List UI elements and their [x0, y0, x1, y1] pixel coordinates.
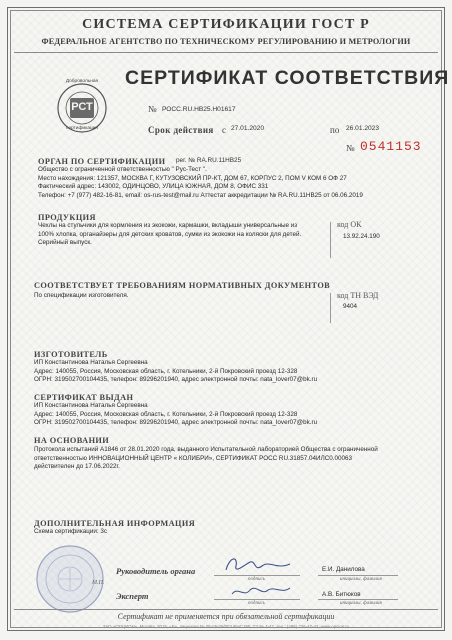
organ-line: Место нахождения: 121357, МОСКВА Г, КУТУЗОВСКИЙ ПР-КТ, ДОМ 67, КОРПУС 2, ПОМ V КОМ 6 ОФ 27	[38, 174, 347, 182]
logo-mark: РСТ	[71, 101, 93, 113]
tnved-code-box	[330, 293, 411, 323]
organ-reg: рег. № RA.RU.11НВ25	[176, 157, 242, 164]
expert-signature	[226, 578, 296, 602]
stamp-caption: М.П.	[92, 580, 105, 586]
product-block	[38, 222, 338, 248]
expert-label: Эксперт	[116, 591, 149, 601]
basis-heading: НА ОСНОВАНИИ	[34, 436, 110, 445]
requirements-heading: СООТВЕТСТВУЕТ ТРЕБОВАНИЯМ НОРМАТИВНЫХ ДОКУМЕНТОВ	[34, 281, 331, 290]
footer-notice: Сертификат не применяется при обязательной сертификации	[117, 612, 335, 621]
certificate-title: СЕРТИФИКАТ СООТВЕТСТВИЯ	[125, 67, 450, 89]
expert-name-caption: инициалы, фамилия	[340, 601, 382, 606]
validity-label: Срок действия	[148, 125, 214, 135]
organ-block	[38, 166, 438, 200]
validity-to-label: по	[330, 125, 340, 135]
scheme-text: Схема сертификации: 3с	[34, 528, 108, 535]
head-signature	[216, 552, 296, 580]
tnved-code-value: 9404	[343, 303, 358, 310]
cert-no-label: №	[148, 104, 157, 114]
system-heading: СИСТЕМА СЕРТИФИКАЦИИ ГОСТ Р	[82, 17, 370, 32]
product-line: Серийный выпуск.	[38, 239, 92, 246]
head-sig-caption: подпись	[248, 577, 265, 582]
issued-to-line: Адрес: 140055, Россия, Московская область, г. Котельники, 2-й Покровский проезд 12-328	[34, 410, 298, 418]
manufacturer-line: Адрес: 140055, Россия, Московская область, г. Котельники, 2-й Покровский проезд 12-328	[34, 367, 298, 375]
manufacturer-block	[34, 359, 434, 385]
agency-heading: ФЕДЕРАЛЬНОЕ АГЕНТСТВО ПО ТЕХНИЧЕСКОМУ РЕГУЛИРОВАНИЮ И МЕТРОЛОГИИ	[41, 37, 411, 46]
manufacturer-heading: ИЗГОТОВИТЕЛЬ	[34, 350, 108, 359]
organ-line: Общество с ограниченной ответственностью " Рус-Тест ".	[38, 166, 207, 173]
manufacturer-line: ИП Константинова Наталья Сергеевна	[34, 359, 148, 366]
expert-sig-caption: подпись	[248, 601, 265, 606]
head-signature-icon	[216, 552, 296, 580]
product-heading: ПРОДУКЦИЯ	[38, 213, 96, 222]
basis-line: ответственностью ИННОВАЦИОННЫЙ ЦЕНТР « КОЛИБРИ», СЕРТИФИКАТ РОСС RU.31857.04ИЛС0.00063	[34, 454, 353, 462]
basis-block	[34, 446, 444, 472]
additional-heading: ДОПОЛНИТЕЛЬНАЯ ИНФОРМАЦИЯ	[34, 519, 196, 528]
issued-to-line: ОГРН: 319502700104435, телефон: 89296201940, адрес электронной почты: nata_lover07@bk.ru	[34, 419, 318, 426]
validity-from-date: 27.01.2020	[231, 125, 265, 132]
seal-stamp-icon	[35, 544, 105, 614]
expert-name-line	[318, 599, 398, 600]
footer-print-info: ЗАО «ОПЦИОН», Москва, 2015, «Б», лицензия № 05-05-09/003 ФНС РФ, ТЗ № 4-47, тел.: (495) 726-47-42, www.opcion.ru	[102, 624, 350, 629]
product-line: 100% хлопка, органайзеры для детских кроватов, сумки из экокожи на коляски для детей.	[38, 230, 302, 238]
organ-line: Фактический адрес: 143002, ОДИНЦОВО, УЛИЦА ЮЖНАЯ, ДОМ 8, ОФИС 331	[38, 183, 269, 190]
cert-no-value: РОСС.RU.НВ25.Н01617	[162, 106, 236, 113]
issued-to-block	[34, 402, 434, 428]
seal-stamp	[35, 544, 105, 614]
logo-bottom-text: сертификация	[65, 126, 99, 131]
expert-signature-icon	[226, 578, 296, 602]
form-number: 0541153	[360, 139, 422, 154]
validity-to-date: 26.01.2023	[346, 125, 380, 132]
organ-line: Телефон: +7 (977) 482-16-81, email: os-rus-test@mail.ru Аттестат аккредитации № RA.RU.11НВ25 от 06.06.2019	[38, 191, 363, 199]
basis-line: действителен до 17.06.2022г.	[34, 463, 120, 470]
head-name: Е.И. Данилова	[322, 566, 365, 573]
validity-from-label: с	[222, 125, 226, 135]
head-label: Руководитель органа	[116, 566, 196, 576]
ok-code-box	[330, 222, 411, 258]
manufacturer-line: ОГРН: 319502700104435, телефон: 89296201940, адрес электронной почты: nata_lover07@bk.ru	[34, 376, 318, 383]
head-name-line	[318, 575, 398, 576]
logo-top-text: Добровольная	[65, 79, 99, 84]
head-name-caption: инициалы, фамилия	[340, 577, 382, 582]
header-rule	[14, 52, 438, 53]
requirements-text: По спецификации изготовителя.	[34, 292, 129, 299]
ok-code-label: код ОК	[337, 220, 362, 229]
expert-name: А.В. Битюков	[322, 591, 361, 598]
footer-rule	[14, 609, 438, 610]
issued-to-line: ИП Константинова Наталья Сергеевна	[34, 402, 148, 409]
ok-code-value: 13.92.24.190	[343, 233, 380, 240]
form-no-label: №	[346, 143, 355, 153]
issued-to-heading: СЕРТИФИКАТ ВЫДАН	[34, 393, 134, 402]
organ-heading: ОРГАН ПО СЕРТИФИКАЦИИ	[38, 157, 166, 166]
rst-logo	[56, 79, 108, 134]
tnved-code-label: код ТН ВЭД	[337, 291, 379, 300]
basis-line: Протокола испытаний А1846 от 28.01.2020 года, выданного Испытательной лабораторией Общества с ограниченной	[34, 446, 378, 453]
product-line: Чехлы на стульчики для кормления из экокожи, кармашки, вкладыши универсальные из	[38, 222, 298, 229]
